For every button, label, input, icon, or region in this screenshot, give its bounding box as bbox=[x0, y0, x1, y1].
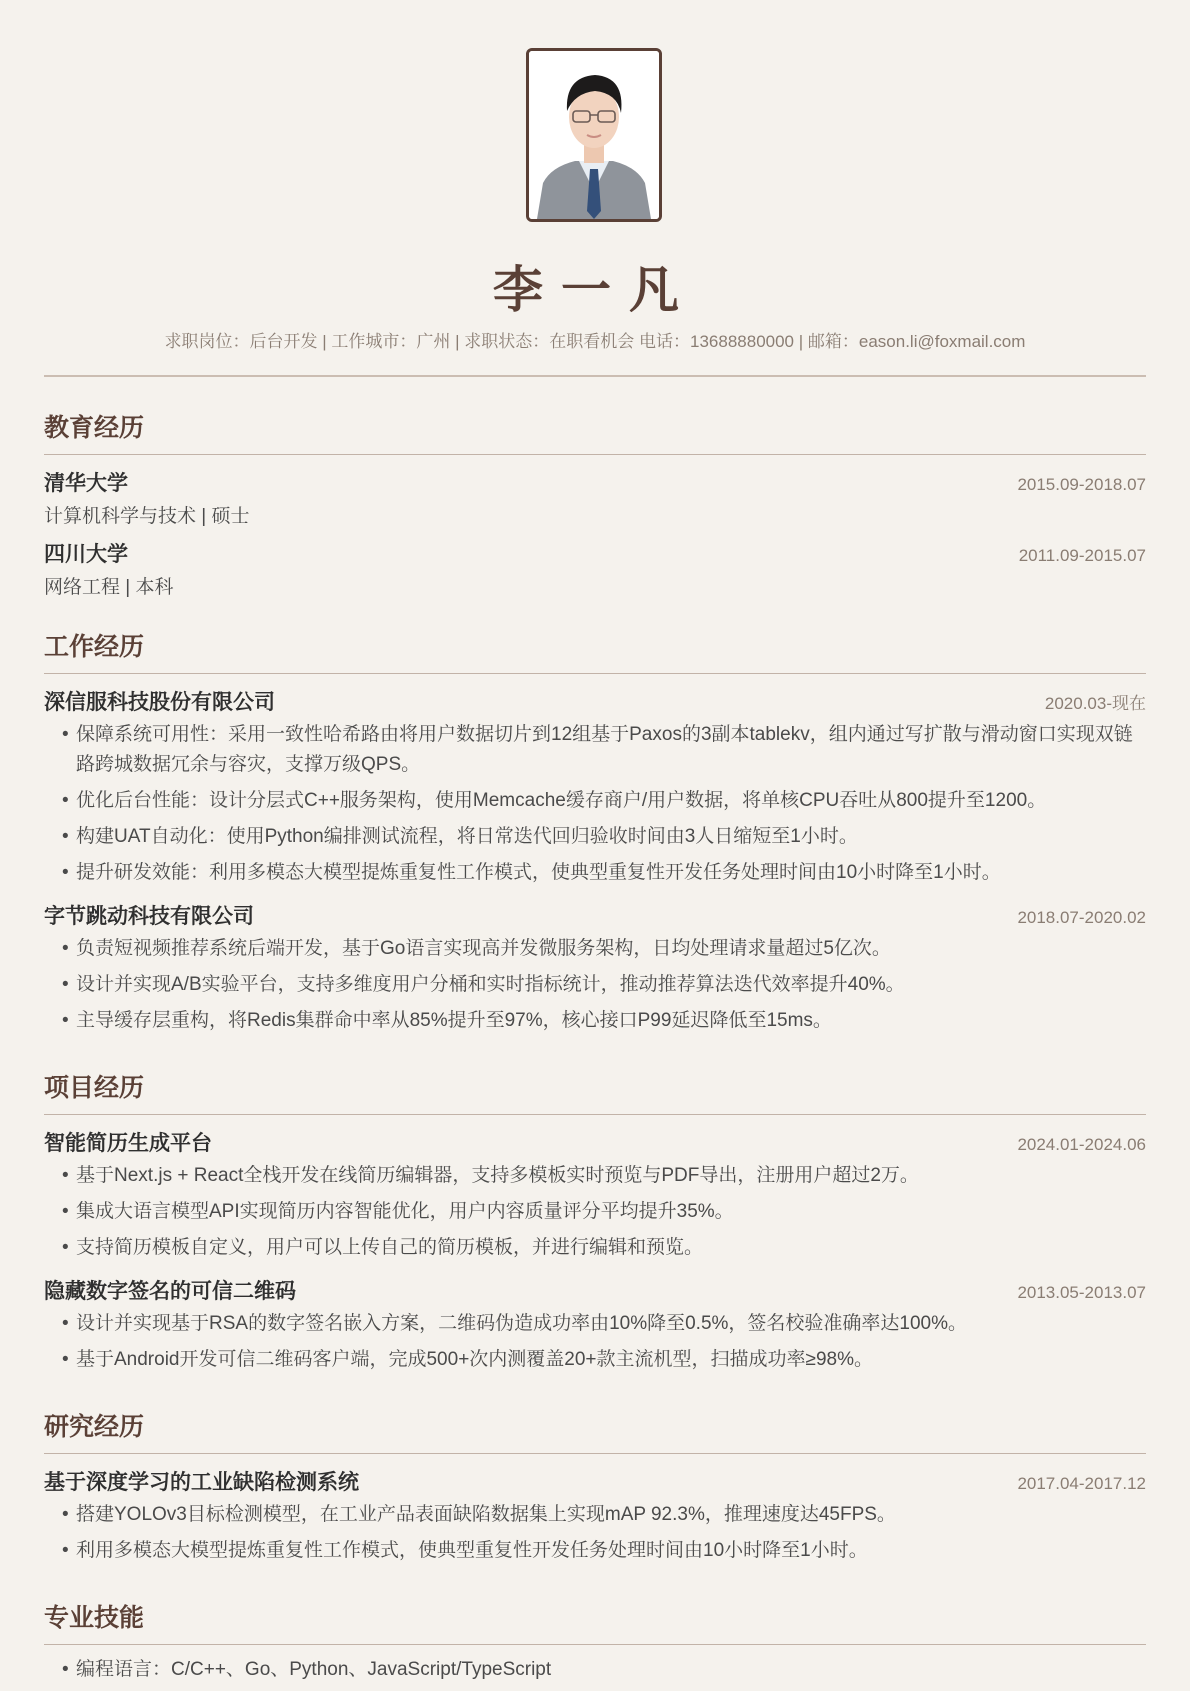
profile-photo bbox=[526, 48, 662, 222]
bullet-list bbox=[44, 720, 1146, 888]
work-entry bbox=[44, 900, 1146, 1036]
list-item: • 负责短视频推荐系统后端开发，基于Go语言实现高并发微服务架构，日均处理请求量超过5亿次。 bbox=[64, 934, 1146, 964]
list-item: • 基于Android开发可信二维码客户端，完成500+次内测覆盖20+款主流机型，扫描成功率≥98%。 bbox=[64, 1345, 1146, 1375]
skills-section bbox=[44, 1598, 1146, 1685]
section-title-research: 研究经历 bbox=[44, 1407, 1146, 1454]
degree-detail: 计算机科学与技术 | 硕士 bbox=[44, 506, 250, 527]
list-item: • 利用多模态大模型提炼重复性工作模式，使典型重复性开发任务处理时间由10小时降至1小时。 bbox=[64, 1536, 1146, 1566]
section-title-work: 工作经历 bbox=[44, 627, 1146, 674]
section-title-education: 教育经历 bbox=[44, 408, 1146, 455]
company-name: 深信服科技股份有限公司 bbox=[44, 691, 275, 714]
bullet-list bbox=[44, 1309, 1146, 1375]
project-entry bbox=[44, 1127, 1146, 1263]
entry-date: 2017.04-2017.12 bbox=[1017, 1474, 1146, 1493]
company-name: 字节跳动科技有限公司 bbox=[44, 905, 254, 928]
entry-date: 2018.07-2020.02 bbox=[1017, 908, 1146, 927]
education-entry bbox=[44, 467, 1146, 528]
candidate-name: 李一凡 bbox=[493, 262, 697, 318]
project-entry bbox=[44, 1275, 1146, 1375]
list-item: • 设计并实现基于RSA的数字签名嵌入方案，二维码伪造成功率由10%降至0.5%，签名校验准确率达100%。 bbox=[64, 1309, 1146, 1339]
school-name: 四川大学 bbox=[44, 543, 128, 566]
degree-detail: 网络工程 | 本科 bbox=[44, 577, 174, 598]
project-name: 智能简历生成平台 bbox=[44, 1132, 212, 1155]
list-item: • 保障系统可用性：采用一致性哈希路由将用户数据切片到12组基于Paxos的3副本tablekv，组内通过写扩散与滑动窗口实现双链路跨城数据冗余与容灾，支撑万级QPS。 bbox=[64, 720, 1146, 780]
list-item: • 主导缓存层重构，将Redis集群命中率从85%提升至97%，核心接口P99延迟降低至15ms。 bbox=[64, 1006, 1146, 1036]
education-entry bbox=[44, 538, 1146, 599]
list-item: • 编程语言：C/C++、Go、Python、JavaScript/TypeScript bbox=[64, 1655, 1146, 1685]
list-item: • 提升研发效能：利用多模态大模型提炼重复性工作模式，使典型重复性开发任务处理时间由10小时降至1小时。 bbox=[64, 858, 1146, 888]
list-item: • 支持简历模板自定义，用户可以上传自己的简历模板，并进行编辑和预览。 bbox=[64, 1233, 1146, 1263]
entry-date: 2013.05-2013.07 bbox=[1017, 1283, 1146, 1302]
bullet-list bbox=[44, 1161, 1146, 1263]
entry-date: 2015.09-2018.07 bbox=[1017, 475, 1146, 494]
list-item: • 构建UAT自动化：使用Python编排测试流程，将日常迭代回归验收时间由3人日缩短至1小时。 bbox=[64, 822, 1146, 852]
list-item: • 基于Next.js + React全栈开发在线简历编辑器，支持多模板实时预览与PDF导出，注册用户超过2万。 bbox=[64, 1161, 1146, 1191]
work-section bbox=[44, 627, 1146, 1036]
projects-section bbox=[44, 1068, 1146, 1375]
education-section bbox=[44, 408, 1146, 599]
contact-info: 求职岗位：后台开发 | 工作城市：广州 | 求职状态：在职看机会 电话：13688880000 | 邮箱：eason.li@foxmail.com bbox=[164, 332, 1026, 351]
research-entry bbox=[44, 1466, 1146, 1566]
list-item: • 设计并实现A/B实验平台，支持多维度用户分桶和实时指标统计，推动推荐算法迭代效率提升40%。 bbox=[64, 970, 1146, 1000]
research-section bbox=[44, 1407, 1146, 1566]
section-title-projects: 项目经历 bbox=[44, 1068, 1146, 1115]
resume-content bbox=[44, 408, 1146, 1691]
list-item: • 集成大语言模型API实现简历内容智能优化，用户内容质量评分平均提升35%。 bbox=[64, 1197, 1146, 1227]
bullet-list bbox=[44, 934, 1146, 1036]
header-divider bbox=[44, 375, 1146, 377]
research-name: 基于深度学习的工业缺陷检测系统 bbox=[44, 1471, 359, 1494]
list-item: • 搭建YOLOv3目标检测模型，在工业产品表面缺陷数据集上实现mAP 92.3%，推理速度达45FPS。 bbox=[64, 1500, 1146, 1530]
section-title-skills: 专业技能 bbox=[44, 1598, 1146, 1645]
work-entry bbox=[44, 686, 1146, 888]
school-name: 清华大学 bbox=[44, 472, 128, 495]
person-portrait-icon bbox=[529, 51, 659, 219]
entry-date: 2020.03-现在 bbox=[1044, 694, 1146, 713]
bullet-list bbox=[44, 1655, 1146, 1685]
entry-date: 2024.01-2024.06 bbox=[1017, 1135, 1146, 1154]
project-name: 隐藏数字签名的可信二维码 bbox=[44, 1280, 296, 1303]
bullet-list bbox=[44, 1500, 1146, 1566]
list-item: • 优化后台性能：设计分层式C++服务架构，使用Memcache缓存商户/用户数据，将单核CPU吞吐从800提升至1200。 bbox=[64, 786, 1146, 816]
entry-date: 2011.09-2015.07 bbox=[1018, 546, 1146, 565]
